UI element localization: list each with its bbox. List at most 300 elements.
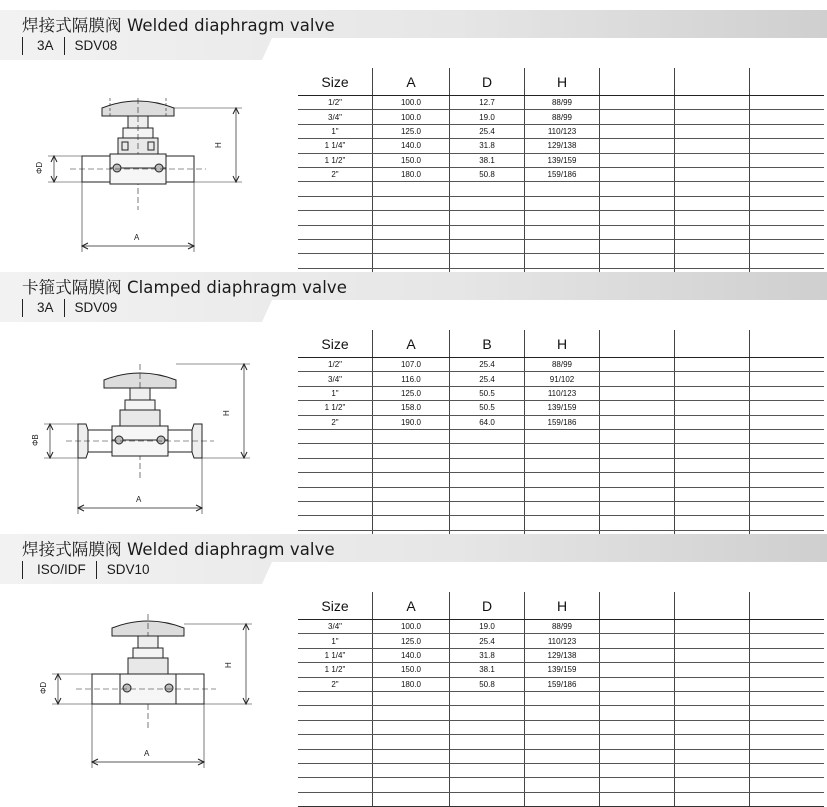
column-header [750, 330, 825, 358]
table-cell [298, 792, 373, 806]
table-cell: 12.7 [450, 96, 525, 110]
table-cell [298, 444, 373, 458]
column-header [675, 68, 750, 96]
table-cell [675, 634, 750, 648]
table-cell [600, 691, 675, 705]
table-row [298, 473, 824, 487]
table-cell [600, 167, 675, 181]
table-cell [750, 358, 825, 372]
valve-diagram [20, 354, 270, 534]
table-cell [450, 516, 525, 530]
table-cell [600, 473, 675, 487]
table-row [298, 516, 824, 530]
table-cell: 91/102 [525, 372, 600, 386]
table-cell [600, 196, 675, 210]
table-cell [675, 706, 750, 720]
table-cell [750, 139, 825, 153]
model-tags [22, 36, 127, 56]
table-cell [675, 139, 750, 153]
table-cell [675, 620, 750, 634]
table-row [298, 211, 824, 225]
table-cell [450, 720, 525, 734]
table-cell: 38.1 [450, 153, 525, 167]
table-row [298, 501, 824, 515]
table-cell: 140.0 [373, 139, 450, 153]
table-cell [600, 386, 675, 400]
column-header: B [450, 330, 525, 358]
table-cell [600, 444, 675, 458]
table-cell [750, 778, 825, 792]
table-cell [675, 763, 750, 777]
table-cell: 50.8 [450, 677, 525, 691]
standard-tag: 3A [22, 299, 64, 317]
table-cell [600, 96, 675, 110]
standard-tag: ISO/IDF [22, 561, 96, 579]
dim-a-label: A [144, 749, 150, 758]
table-cell [525, 429, 600, 443]
table-cell [450, 691, 525, 705]
table-cell [750, 254, 825, 268]
table-cell [600, 124, 675, 138]
table-cell [675, 473, 750, 487]
column-header: H [525, 68, 600, 96]
table-cell [600, 254, 675, 268]
table-cell [525, 706, 600, 720]
table-cell [298, 239, 373, 253]
table-row [298, 778, 824, 792]
table-cell: 180.0 [373, 677, 450, 691]
table-cell [750, 372, 825, 386]
model-code-tag: SDV09 [64, 299, 128, 317]
table-cell [298, 254, 373, 268]
table-cell [675, 153, 750, 167]
table-cell: 31.8 [450, 648, 525, 662]
column-header: A [373, 68, 450, 96]
table-row [298, 358, 824, 372]
table-row [298, 663, 824, 677]
table-row [298, 139, 824, 153]
table-cell: 25.4 [450, 358, 525, 372]
table-row [298, 415, 824, 429]
table-cell: 190.0 [373, 415, 450, 429]
table-row [298, 749, 824, 763]
table-row [298, 677, 824, 691]
column-header: H [525, 592, 600, 620]
dim-h-label: H [224, 662, 233, 668]
table-row [298, 429, 824, 443]
table-cell [750, 735, 825, 749]
table-cell: 25.4 [450, 634, 525, 648]
table-cell: 116.0 [373, 372, 450, 386]
table-cell [450, 501, 525, 515]
table-cell [750, 677, 825, 691]
table-cell [525, 254, 600, 268]
table-row [298, 487, 824, 501]
table-cell [525, 735, 600, 749]
table-cell [750, 124, 825, 138]
table-cell [373, 254, 450, 268]
table-cell [750, 386, 825, 400]
table-cell [675, 372, 750, 386]
table-cell [525, 749, 600, 763]
table-cell [373, 691, 450, 705]
table-cell: 150.0 [373, 153, 450, 167]
column-header [750, 68, 825, 96]
table-cell [373, 749, 450, 763]
table-cell [750, 429, 825, 443]
table-cell: 110/123 [525, 124, 600, 138]
table-cell [675, 663, 750, 677]
table-cell: 1/2" [298, 96, 373, 110]
table-cell [450, 487, 525, 501]
table-cell: 38.1 [450, 663, 525, 677]
table-cell [675, 196, 750, 210]
table-row [298, 792, 824, 806]
column-header: A [373, 592, 450, 620]
table-cell [525, 792, 600, 806]
table-cell [750, 749, 825, 763]
table-cell [675, 167, 750, 181]
table-cell [298, 778, 373, 792]
table-cell [675, 401, 750, 415]
column-header [600, 330, 675, 358]
table-cell [298, 487, 373, 501]
table-cell [450, 458, 525, 472]
table-cell: 31.8 [450, 139, 525, 153]
table-cell: 88/99 [525, 110, 600, 124]
table-cell [600, 415, 675, 429]
table-cell [600, 749, 675, 763]
table-cell [373, 735, 450, 749]
table-header-row [298, 592, 824, 620]
model-code-tag: SDV08 [64, 37, 128, 55]
table-row [298, 239, 824, 253]
table-cell [750, 211, 825, 225]
spec-table [298, 330, 824, 545]
section-sdv10 [0, 534, 827, 796]
table-cell: 1" [298, 634, 373, 648]
table-cell [675, 487, 750, 501]
table-cell [675, 735, 750, 749]
table-cell: 110/123 [525, 386, 600, 400]
table-row [298, 735, 824, 749]
table-cell [373, 473, 450, 487]
table-cell [600, 677, 675, 691]
table-cell [450, 473, 525, 487]
table-cell [373, 516, 450, 530]
column-header [600, 592, 675, 620]
table-cell: 1 1/2" [298, 663, 373, 677]
table-cell [750, 182, 825, 196]
table-cell: 3/4" [298, 620, 373, 634]
table-cell: 129/138 [525, 648, 600, 662]
column-header [750, 592, 825, 620]
table-cell [525, 487, 600, 501]
table-cell [373, 182, 450, 196]
table-cell [675, 691, 750, 705]
table-cell [750, 620, 825, 634]
table-cell [600, 153, 675, 167]
table-cell [600, 516, 675, 530]
column-header: A [373, 330, 450, 358]
table-cell [525, 501, 600, 515]
table-cell [600, 225, 675, 239]
table-cell [298, 501, 373, 515]
table-row [298, 648, 824, 662]
table-cell [373, 763, 450, 777]
table-row [298, 254, 824, 268]
table-cell [675, 501, 750, 515]
table-cell [525, 763, 600, 777]
column-header [600, 68, 675, 96]
table-cell [600, 648, 675, 662]
table-cell [750, 110, 825, 124]
table-row [298, 225, 824, 239]
table-cell [298, 720, 373, 734]
table-row [298, 110, 824, 124]
table-cell [373, 444, 450, 458]
table-cell [525, 473, 600, 487]
table-cell [373, 792, 450, 806]
table-cell [525, 225, 600, 239]
table-cell: 50.8 [450, 167, 525, 181]
table-cell [675, 110, 750, 124]
table-cell [675, 96, 750, 110]
table-cell [750, 516, 825, 530]
section-sdv08 [0, 10, 827, 272]
table-cell [298, 473, 373, 487]
table-row [298, 386, 824, 400]
valve-drawing [20, 90, 270, 280]
table-cell: 140.0 [373, 648, 450, 662]
table-row [298, 763, 824, 777]
table-cell [525, 239, 600, 253]
table-cell [750, 153, 825, 167]
table-cell: 64.0 [450, 415, 525, 429]
table-cell [600, 778, 675, 792]
table-cell [298, 211, 373, 225]
table-cell: 88/99 [525, 620, 600, 634]
table-row [298, 444, 824, 458]
table-cell: 110/123 [525, 634, 600, 648]
table-cell: 2" [298, 677, 373, 691]
table-cell [675, 778, 750, 792]
table-cell [750, 691, 825, 705]
table-cell [675, 124, 750, 138]
table-cell [750, 648, 825, 662]
table-row [298, 196, 824, 210]
table-cell: 1/2" [298, 358, 373, 372]
table-cell [750, 96, 825, 110]
table-cell [525, 458, 600, 472]
table-row [298, 620, 824, 634]
table-cell [525, 444, 600, 458]
table-cell [600, 239, 675, 253]
table-cell: 180.0 [373, 167, 450, 181]
table-cell: 50.5 [450, 386, 525, 400]
table-cell [298, 691, 373, 705]
table-cell: 88/99 [525, 96, 600, 110]
table-cell [750, 720, 825, 734]
table-cell [298, 763, 373, 777]
table-cell: 1 1/2" [298, 153, 373, 167]
table-cell [298, 196, 373, 210]
table-cell [450, 444, 525, 458]
table-cell [675, 458, 750, 472]
table-cell [450, 196, 525, 210]
table-cell [450, 254, 525, 268]
table-cell [750, 415, 825, 429]
table-cell: 2" [298, 415, 373, 429]
table-cell [675, 792, 750, 806]
table-cell [600, 110, 675, 124]
table-cell [600, 501, 675, 515]
table-cell: 159/186 [525, 677, 600, 691]
table-cell [600, 429, 675, 443]
section-banner [0, 534, 827, 586]
dim-d-label: ΦD [39, 681, 48, 694]
section-title: 焊接式隔膜阀 Welded diaphragm valve [22, 16, 335, 35]
table-cell: 158.0 [373, 401, 450, 415]
table-cell: 125.0 [373, 386, 450, 400]
table-cell: 3/4" [298, 110, 373, 124]
column-header: H [525, 330, 600, 358]
table-cell: 100.0 [373, 96, 450, 110]
table-cell: 159/186 [525, 415, 600, 429]
valve-diagram [20, 90, 270, 270]
table-cell [298, 516, 373, 530]
table-cell [750, 501, 825, 515]
table-cell [450, 706, 525, 720]
section-banner [0, 272, 827, 324]
valve-drawing [20, 610, 270, 800]
table-cell [750, 239, 825, 253]
table-cell [525, 211, 600, 225]
column-header [675, 592, 750, 620]
table-cell [450, 239, 525, 253]
section-sdv09 [0, 272, 827, 534]
section-title: 卡箍式隔膜阀 Clamped diaphragm valve [22, 278, 348, 297]
column-header: D [450, 68, 525, 96]
table-cell [298, 458, 373, 472]
model-code-tag: SDV10 [96, 561, 160, 579]
table-cell [600, 372, 675, 386]
column-header [675, 330, 750, 358]
table-cell [525, 720, 600, 734]
dim-a-label: A [136, 495, 142, 504]
table-cell: 88/99 [525, 358, 600, 372]
table-cell [750, 458, 825, 472]
table-cell: 100.0 [373, 620, 450, 634]
table-cell [675, 254, 750, 268]
table-row [298, 124, 824, 138]
table-cell [450, 182, 525, 196]
table-cell [675, 516, 750, 530]
table-cell [450, 211, 525, 225]
table-cell [600, 487, 675, 501]
dim-d-label: ΦD [35, 161, 44, 174]
standard-tag: 3A [22, 37, 64, 55]
table-row [298, 182, 824, 196]
table-cell: 1 1/2" [298, 401, 373, 415]
table-cell [373, 429, 450, 443]
table-cell: 159/186 [525, 167, 600, 181]
table-row [298, 96, 824, 110]
table-cell [675, 211, 750, 225]
table-cell [373, 720, 450, 734]
table-row [298, 167, 824, 181]
table-cell [675, 239, 750, 253]
table-cell [600, 211, 675, 225]
table-cell [450, 763, 525, 777]
table-cell [525, 778, 600, 792]
table-cell [525, 182, 600, 196]
table-cell [675, 749, 750, 763]
table-header-row [298, 68, 824, 96]
table-cell [750, 225, 825, 239]
table-cell [750, 763, 825, 777]
table-cell [750, 167, 825, 181]
column-header: Size [298, 68, 373, 96]
table-cell: 2" [298, 167, 373, 181]
table-cell: 19.0 [450, 110, 525, 124]
table-cell [600, 706, 675, 720]
table-cell: 100.0 [373, 110, 450, 124]
table-cell: 150.0 [373, 663, 450, 677]
column-header: Size [298, 330, 373, 358]
table-cell [675, 677, 750, 691]
dim-h-label: H [214, 142, 223, 148]
table-cell: 129/138 [525, 139, 600, 153]
table-cell [373, 225, 450, 239]
table-cell [675, 648, 750, 662]
table-cell: 3/4" [298, 372, 373, 386]
table-cell [450, 792, 525, 806]
table-cell [750, 792, 825, 806]
table-cell [675, 358, 750, 372]
table-cell [750, 473, 825, 487]
table-cell [450, 749, 525, 763]
table-row [298, 458, 824, 472]
table-cell [450, 778, 525, 792]
table-cell [373, 211, 450, 225]
table-cell [675, 444, 750, 458]
table-cell [600, 663, 675, 677]
table-cell [298, 749, 373, 763]
table-row [298, 706, 824, 720]
table-cell: 139/159 [525, 153, 600, 167]
column-header: D [450, 592, 525, 620]
table-cell [373, 458, 450, 472]
table-cell [450, 735, 525, 749]
table-cell [675, 225, 750, 239]
valve-drawing [20, 354, 270, 544]
table-cell [675, 720, 750, 734]
table-cell [675, 386, 750, 400]
table-cell: 19.0 [450, 620, 525, 634]
table-cell [298, 429, 373, 443]
column-header: Size [298, 592, 373, 620]
table-cell [750, 487, 825, 501]
spec-table [298, 68, 824, 283]
table-cell [750, 663, 825, 677]
table-cell: 25.4 [450, 372, 525, 386]
table-cell [750, 401, 825, 415]
table-cell [600, 139, 675, 153]
table-cell [450, 225, 525, 239]
table-cell [525, 196, 600, 210]
table-row [298, 372, 824, 386]
